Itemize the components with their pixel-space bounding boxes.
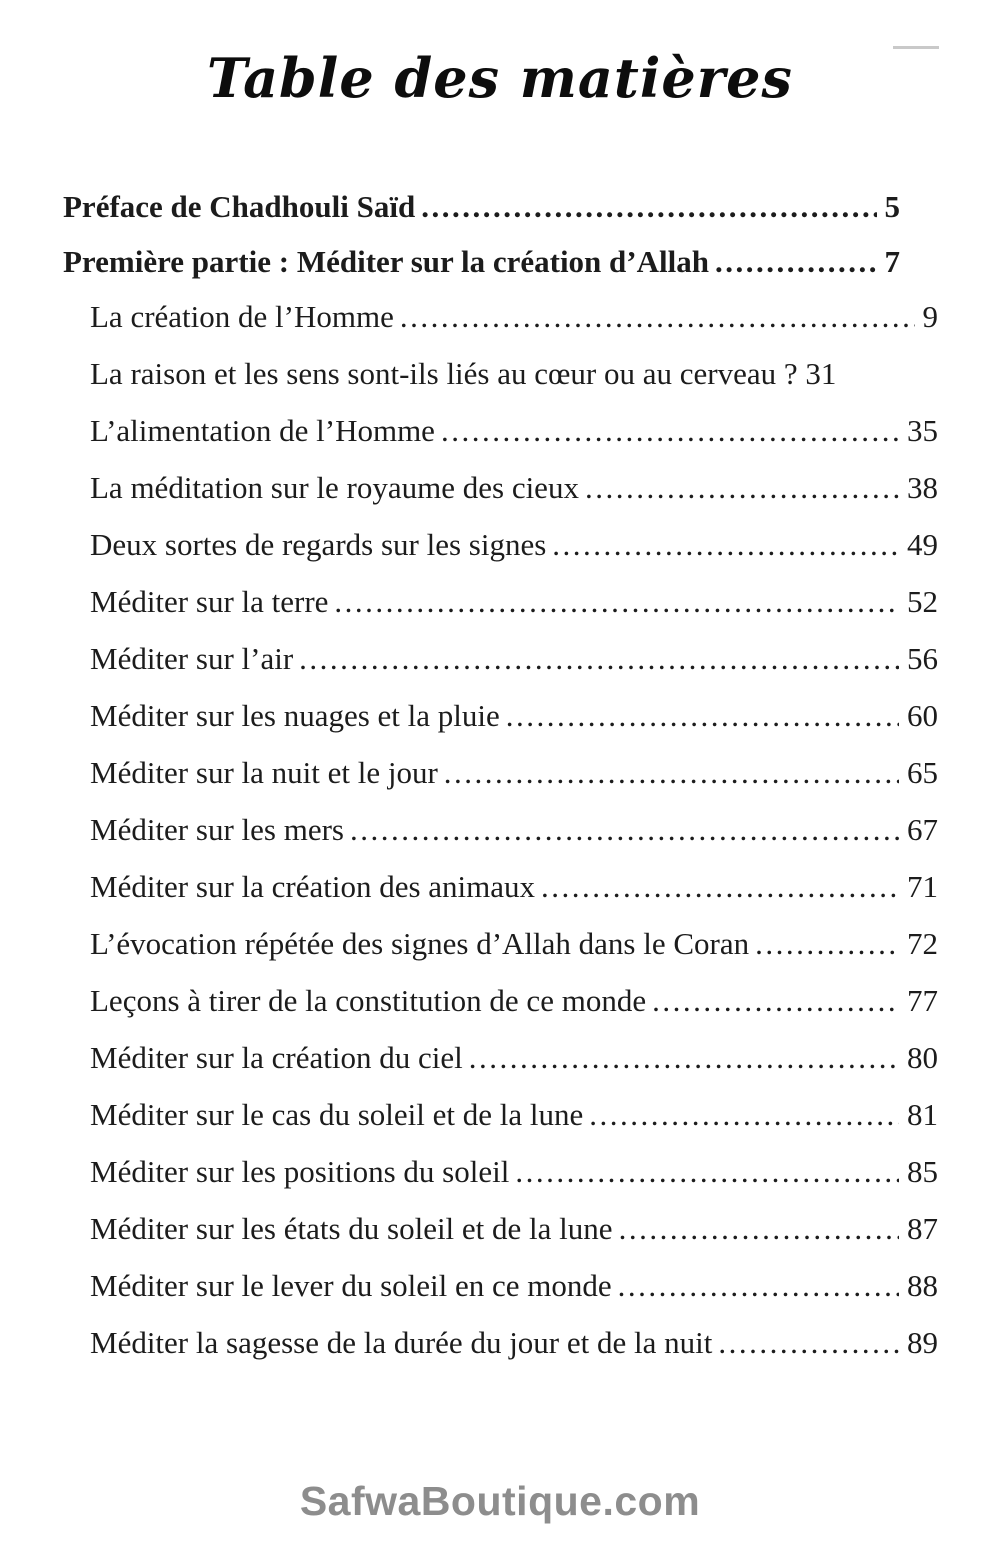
toc-leader-dots (444, 756, 899, 790)
toc-page-number: 38 (907, 470, 938, 505)
toc-entry (63, 1212, 938, 1246)
toc-entry-label: Méditer sur l’air (90, 641, 294, 676)
page-title: Table des matières (207, 46, 793, 110)
toc-page-number: 71 (907, 869, 938, 904)
toc-entry (63, 245, 938, 279)
toc-page-number: 88 (907, 1268, 938, 1303)
toc-leader-dots (350, 813, 899, 847)
toc-page-number: 52 (907, 584, 938, 619)
toc-entry-label: Deux sortes de regards sur les signes (90, 527, 547, 562)
toc-entry-label: Méditer sur les mers (90, 812, 344, 847)
toc-leader-dots (552, 528, 899, 562)
toc-entry-label: Méditer la sagesse de la durée du jour et de la nuit (90, 1325, 713, 1360)
toc-page-number: 85 (907, 1154, 938, 1189)
toc-leader-dots (299, 642, 899, 676)
toc-leader-dots (715, 245, 877, 279)
toc-leader-dots (400, 300, 915, 334)
toc-page-number: 60 (907, 698, 938, 733)
toc-leader-dots (718, 1326, 899, 1360)
toc-list (0, 190, 1000, 1360)
toc-entry-label: Méditer sur la création du ciel (90, 1040, 463, 1075)
toc-leader-dots (619, 1212, 899, 1246)
toc-entry (63, 585, 938, 619)
toc-entry (63, 927, 938, 961)
toc-entry-label: Méditer sur la création des animaux (90, 869, 536, 904)
toc-entry (63, 756, 938, 790)
toc-page-number: 80 (907, 1040, 938, 1075)
toc-page-number: 9 (922, 299, 938, 334)
toc-leader-dots (589, 1098, 899, 1132)
toc-entry (63, 471, 938, 505)
toc-entry-label: La raison et les sens sont-ils liés au cœur ou au cerveau ? (90, 356, 798, 391)
toc-leader-dots (515, 1155, 899, 1189)
toc-page-number: 35 (907, 413, 938, 448)
toc-entry (63, 984, 938, 1018)
toc-entry-label: Méditer sur la terre (90, 584, 329, 619)
toc-entry (63, 699, 938, 733)
toc-entry (63, 190, 938, 224)
scan-artifact (893, 46, 939, 49)
toc-entry (63, 1326, 938, 1360)
toc-entry-label: Méditer sur la nuit et le jour (90, 755, 438, 790)
toc-entry-label: Méditer sur les états du soleil et de la lune (90, 1211, 613, 1246)
toc-entry (63, 528, 938, 562)
toc-entry-label: Méditer sur les positions du soleil (90, 1154, 510, 1189)
toc-entry-label: Méditer sur le cas du soleil et de la lune (90, 1097, 584, 1132)
toc-page-number: 87 (907, 1211, 938, 1246)
toc-leader-dots (334, 585, 899, 619)
toc-page-number: 49 (907, 527, 938, 562)
toc-entry (63, 870, 938, 904)
toc-leader-dots (618, 1269, 899, 1303)
toc-page-number: 67 (907, 812, 938, 847)
toc-page-number: 77 (907, 983, 938, 1018)
toc-entry (63, 300, 938, 334)
toc-entry-label: Préface de Chadhouli Saïd (63, 189, 416, 224)
toc-entry-label: Méditer sur le lever du soleil en ce monde (90, 1268, 612, 1303)
toc-entry-label: La méditation sur le royaume des cieux (90, 470, 579, 505)
toc-leader-dots (541, 870, 899, 904)
toc-page-number: 56 (907, 641, 938, 676)
toc-page-number: 5 (884, 189, 900, 224)
toc-entry (63, 813, 938, 847)
toc-entry (63, 1098, 938, 1132)
toc-entry-label: La création de l’Homme (90, 299, 394, 334)
toc-entry (63, 642, 938, 676)
toc-leader-dots (441, 414, 899, 448)
toc-entry (63, 1041, 938, 1075)
toc-leader-dots (755, 927, 899, 961)
toc-page-number: 72 (907, 926, 938, 961)
toc-entry (63, 1269, 938, 1303)
toc-leader-dots (469, 1041, 899, 1075)
toc-page-number: 81 (907, 1097, 938, 1132)
toc-entry-label: Leçons à tirer de la constitution de ce monde (90, 983, 647, 1018)
toc-entry-label: L’alimentation de l’Homme (90, 413, 435, 448)
toc-leader-dots (421, 190, 876, 224)
toc-page-number: 89 (907, 1325, 938, 1360)
watermark-site-url: SafwaBoutique.com (299, 1478, 701, 1524)
toc-page-number: 65 (907, 755, 938, 790)
toc-leader-dots (506, 699, 899, 733)
toc-leader-dots (652, 984, 899, 1018)
toc-leader-dots (585, 471, 899, 505)
toc-page-number: 7 (884, 244, 900, 279)
toc-page-number: 31 (805, 356, 837, 391)
toc-entry-label: Méditer sur les nuages et la pluie (90, 698, 500, 733)
toc-entry (63, 357, 938, 391)
toc-entry-label: L’évocation répétée des signes d’Allah dans le Coran (90, 926, 750, 961)
toc-entry (63, 414, 938, 448)
toc-entry (63, 1155, 938, 1189)
toc-entry-label: Première partie : Méditer sur la création d’Allah (63, 244, 709, 279)
